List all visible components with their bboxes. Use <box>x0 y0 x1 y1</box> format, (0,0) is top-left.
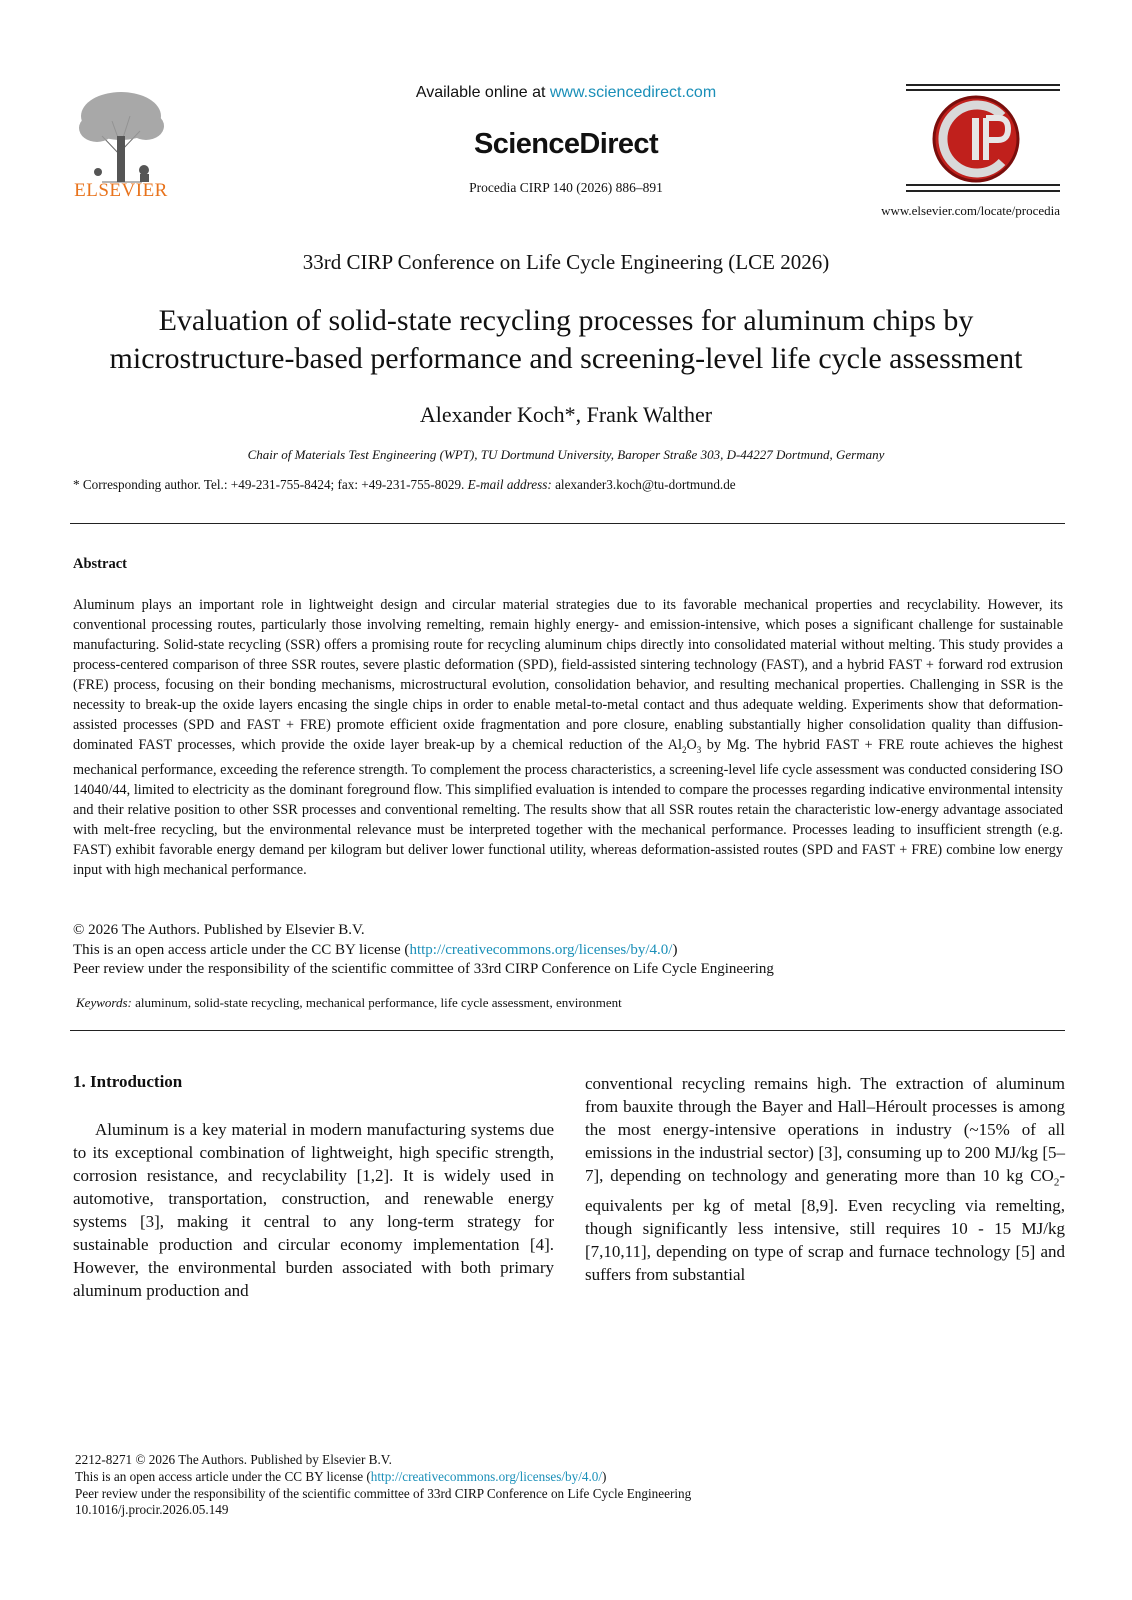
abstract-text: Aluminum plays an important role in lightweight design and circular material strategies due to its favorable mechanical properties and recyclability. However, its conventional processing routes, particularly those involving remelting, remain highly energy- and emission-intensive, which poses a significant challenge for sustainable manufacturing. Solid-state recycling (SSR) offers a promising route for recycling aluminum chips directly into consolidated material without melting. This study provides a process-centered comparison of three SSR routes, severe plastic deformation (SPD), field-assisted sintering technology (FAST), and a hybrid FAST + forward rod extrusion (FRE) process, focusing on their bonding mechanisms, microstructural evolution, consolidation behavior, and resulting mechanical properties. Challenging in SSR is the necessity to break-up the oxide layers encasing the single chips in order to enable metal-to-metal contact and thus adequate welding. Experiments show that deformation-assisted processes (SPD and FAST + FRE) promote efficient oxide fragmentation and pore closure, enabling substantially higher consolidation quality than diffusion-dominated FAST processes, which provide the oxide layer break-up by a chemical reduction of the $Al_2O_3$ by Mg. The hybrid FAST + FRE route achieves the highest mechanical performance, exceeding the reference strength. To complement the process characteristics, a screening-level life cycle assessment was conducted considering ISO 14040/44, limited to electricity as the dominant foreground flow. This simplified evaluation is intended to compare the processes regarding indicative environmental intensity and their relative position to other SSR processes and conventional remelting. The results show that all SSR routes retain the characteristic low-energy advantage associated with melt-free recycling, but the environmental relevance must be interpreted together with the mechanical performance. Processes leading to insufficient strength (e.g. FAST) exhibit favorable energy demand per kilogram but deliver lower functional utility, whereas deformation-assisted routes (SPD and FAST + FRE) combine low energy input with high mechanical performance. <box>73 597 1063 878</box>
license-block <box>73 921 774 980</box>
corresponding-contact: * Corresponding author. Tel.: +49-231-755-8424; fax: +49-231-755-8029. <box>73 477 468 492</box>
title-line-2: microstructure-based performance and screening-level life cycle assessment <box>109 342 1023 375</box>
journal-reference: Procedia CIRP 140 (2026) 886–891 <box>469 180 663 195</box>
paper-title <box>40 302 1092 378</box>
footer-peer-review-line: Peer review under the responsibility of the scientific committee of 33rd CIRP Conference on Life Cycle Engineering <box>75 1485 692 1501</box>
footer-license-link[interactable]: http://creativecommons.org/licenses/by/4.0/ <box>370 1468 603 1484</box>
intro-paragraph-1: Aluminum is a key material in modern manufacturing systems due to its exceptional combination of lightweight, high specific strength, corrosion resistance, and recyclability [1,2]. It is widely used in automotive, transportation, construction, and renewable energy systems [3], making it central to any long-term strategy for sustainable production and circular economy implementation [4]. However, the environmental burden associated with both primary aluminum production and <box>73 1120 554 1300</box>
procedia-locate-url[interactable]: www.elsevier.com/locate/procedia <box>881 203 1060 218</box>
title-line-1: Evaluation of solid-state recycling processes for aluminum chips by <box>158 304 974 337</box>
author-list: Alexander Koch*, Frank Walther <box>419 402 713 427</box>
open-access-line: This is an open access article under the CC BY license (http://creativecommons.org/licenses/by/4.0/) <box>73 941 678 958</box>
intro-paragraph-continued: conventional recycling remains high. The extraction of aluminum from bauxite through the Bayer and Hall–Héroult processes is among the most energy-intensive operations in industry (~15% of all emissions in the industrial sector) [3], consuming up to 200 MJ/kg [5–7], depending on technology and generating more than 10 kg $CO_2$-equivalents per kg of metal [8,9]. Even recycling via remelting, though significantly less intensive, still requires 10 - 15 MJ/kg [7,10,11], depending on type of scrap and furnace technology [5] and suffers from substantial <box>585 1074 1065 1285</box>
intro-right-column <box>585 1072 1065 1286</box>
email-label: E-mail address: <box>467 477 552 492</box>
sciencedirect-logo: ScienceDirect <box>473 128 659 160</box>
keywords-text: aluminum, solid-state recycling, mechanical performance, life cycle assessment, environment <box>131 995 622 1010</box>
bottom-divider <box>70 1030 1065 1031</box>
introduction-heading: 1. Introduction <box>73 1072 183 1091</box>
available-prefix: Available online at <box>415 84 550 101</box>
corresponding-author <box>73 477 736 493</box>
sciencedirect-link[interactable]: www.sciencedirect.com <box>549 84 717 101</box>
top-divider <box>70 523 1065 524</box>
issn-line: 2212-8271 © 2026 The Authors. Published by Elsevier B.V. <box>75 1452 392 1467</box>
keywords-line <box>76 995 622 1011</box>
footer-open-access-line: This is an open access article under the CC BY license (http://creativecommons.org/licenses/by/4.0/) <box>75 1468 607 1484</box>
intro-left-column <box>73 1118 554 1302</box>
cirp-logo <box>906 84 1060 204</box>
peer-review-line: Peer review under the responsibility of the scientific committee of 33rd CIRP Conference on Life Cycle Engineering <box>73 961 774 977</box>
cc-by-license-link[interactable]: http://creativecommons.org/licenses/by/4.0/ <box>409 941 673 958</box>
conference-name: 33rd CIRP Conference on Life Cycle Engineering (LCE 2026) <box>302 250 830 274</box>
copyright-line: © 2026 The Authors. Published by Elsevier B.V. <box>73 922 365 938</box>
abstract-heading: Abstract <box>73 556 127 572</box>
elsevier-wordmark: ELSEVIER <box>74 180 168 201</box>
affiliation: Chair of Materials Test Engineering (WPT), TU Dortmund University, Baroper Straße 303, D-44227 Dortmund, Germany <box>247 447 885 462</box>
keywords-label: Keywords: <box>76 995 132 1010</box>
page-footer <box>75 1452 691 1519</box>
author-email[interactable]: alexander3.koch@tu-dortmund.de <box>551 477 736 492</box>
doi-line[interactable]: 10.1016/j.procir.2026.05.149 <box>75 1502 229 1518</box>
